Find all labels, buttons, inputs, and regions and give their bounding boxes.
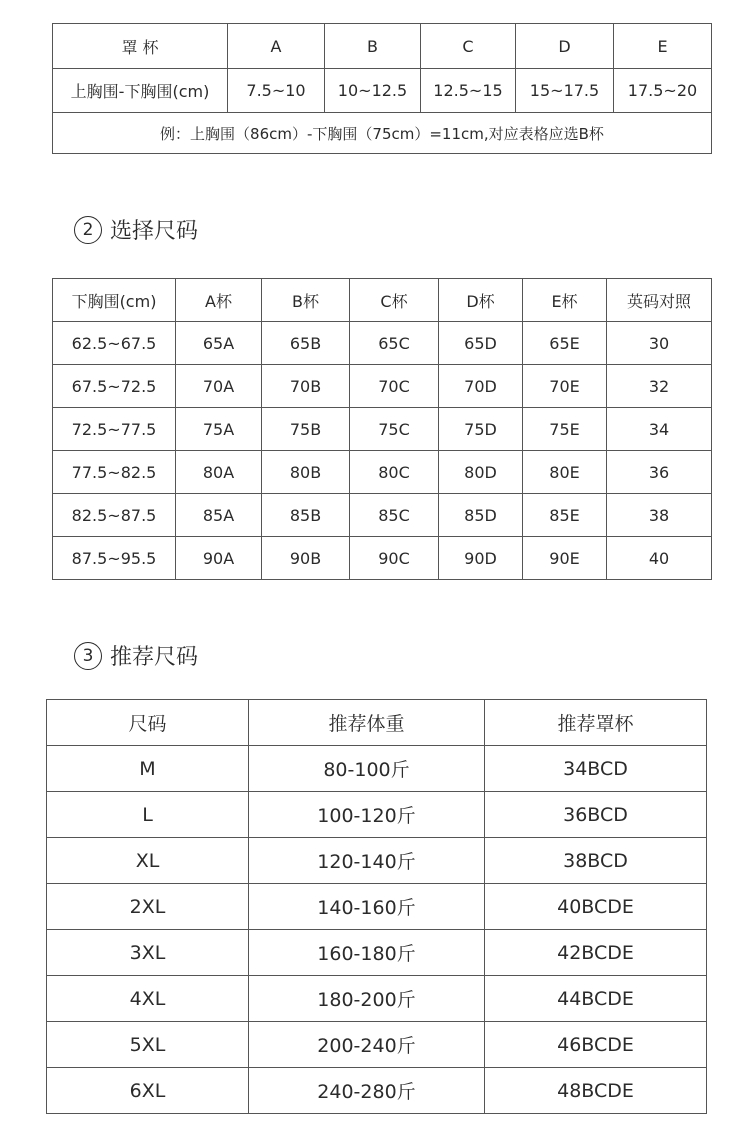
size-chart-table: [52, 278, 712, 580]
cup-table-value-row: [53, 69, 712, 113]
size-table-cell: 75C: [350, 408, 439, 451]
rec-table-cell: XL: [47, 838, 249, 884]
circled-number-3: 3: [74, 642, 102, 670]
size-table-cell: 90E: [523, 537, 607, 580]
size-table-header-cell: B杯: [262, 279, 350, 322]
cup-header-cell: E: [614, 24, 712, 69]
size-table-cell: 77.5~82.5: [53, 451, 176, 494]
rec-table-cell: 2XL: [47, 884, 249, 930]
rec-table-cell: 5XL: [47, 1022, 249, 1068]
size-table-cell: 65E: [523, 322, 607, 365]
cup-size-table: [52, 23, 712, 154]
size-table-cell: 70A: [176, 365, 262, 408]
size-table-row: [53, 408, 712, 451]
cup-value-cell: 7.5~10: [228, 69, 325, 113]
size-table-cell: 70C: [350, 365, 439, 408]
cup-header-cell: D: [516, 24, 614, 69]
size-table-cell: 82.5~87.5: [53, 494, 176, 537]
size-table-cell: 90D: [439, 537, 523, 580]
rec-table-row: [47, 1022, 707, 1068]
size-table-header-cell: C杯: [350, 279, 439, 322]
size-table-header-row: [53, 279, 712, 322]
cup-table-example-row: [53, 113, 712, 154]
size-table-cell: 65C: [350, 322, 439, 365]
size-table-cell: 40: [607, 537, 712, 580]
size-table-cell: 80B: [262, 451, 350, 494]
rec-table-cell: 38BCD: [485, 838, 707, 884]
rec-table-row: [47, 1068, 707, 1114]
size-table-row: [53, 537, 712, 580]
size-table-cell: 70B: [262, 365, 350, 408]
size-table-cell: 85A: [176, 494, 262, 537]
circled-number-2: 2: [74, 216, 102, 244]
rec-table-cell: 200-240斤: [249, 1022, 485, 1068]
section-3-heading: [74, 640, 198, 671]
rec-table-cell: 3XL: [47, 930, 249, 976]
rec-table-cell: 4XL: [47, 976, 249, 1022]
size-table-cell: 65B: [262, 322, 350, 365]
size-table-header-cell: A杯: [176, 279, 262, 322]
size-table-cell: 85B: [262, 494, 350, 537]
rec-table-row: [47, 930, 707, 976]
size-table-cell: 75E: [523, 408, 607, 451]
size-table-cell: 65A: [176, 322, 262, 365]
rec-table-row: [47, 838, 707, 884]
size-table-cell: 32: [607, 365, 712, 408]
size-table-cell: 80D: [439, 451, 523, 494]
rec-table-cell: 6XL: [47, 1068, 249, 1114]
size-table-row: [53, 322, 712, 365]
size-table-cell: 75B: [262, 408, 350, 451]
rec-table-row: [47, 976, 707, 1022]
rec-table-cell: 80-100斤: [249, 746, 485, 792]
rec-table-cell: L: [47, 792, 249, 838]
size-table-cell: 38: [607, 494, 712, 537]
section-2-title: 选择尺码: [110, 219, 199, 244]
size-table-cell: 36: [607, 451, 712, 494]
size-table-cell: 90B: [262, 537, 350, 580]
size-table-header-cell: 英码对照: [607, 279, 712, 322]
size-table-cell: 87.5~95.5: [53, 537, 176, 580]
size-table-cell: 62.5~67.5: [53, 322, 176, 365]
rec-table-cell: 36BCD: [485, 792, 707, 838]
rec-table-cell: M: [47, 746, 249, 792]
rec-table-header-cell: 推荐罩杯: [485, 700, 707, 746]
size-table-cell: 85C: [350, 494, 439, 537]
cup-value-cell: 17.5~20: [614, 69, 712, 113]
cup-value-cell: 15~17.5: [516, 69, 614, 113]
size-table-cell: 80E: [523, 451, 607, 494]
rec-table-row: [47, 746, 707, 792]
rec-table-cell: 40BCDE: [485, 884, 707, 930]
rec-table-row: [47, 884, 707, 930]
cup-header-cell: A: [228, 24, 325, 69]
cup-value-cell: 10~12.5: [325, 69, 421, 113]
rec-table-header-cell: 推荐体重: [249, 700, 485, 746]
size-table-cell: 90C: [350, 537, 439, 580]
size-table-row: [53, 365, 712, 408]
size-table-cell: 67.5~72.5: [53, 365, 176, 408]
size-table-header-cell: 下胸围(cm): [53, 279, 176, 322]
recommended-size-table: [46, 699, 707, 1114]
rec-table-cell: 46BCDE: [485, 1022, 707, 1068]
rec-table-cell: 180-200斤: [249, 976, 485, 1022]
size-table-cell: 30: [607, 322, 712, 365]
size-table-cell: 75D: [439, 408, 523, 451]
size-table-cell: 34: [607, 408, 712, 451]
rec-table-header-row: [47, 700, 707, 746]
cup-table-header-row: [53, 24, 712, 69]
size-table-cell: 90A: [176, 537, 262, 580]
size-table-cell: 85D: [439, 494, 523, 537]
rec-table-cell: 44BCDE: [485, 976, 707, 1022]
rec-table-cell: 34BCD: [485, 746, 707, 792]
size-table-cell: 75A: [176, 408, 262, 451]
size-table-row: [53, 451, 712, 494]
size-table-row: [53, 494, 712, 537]
rec-table-cell: 42BCDE: [485, 930, 707, 976]
rec-table-row: [47, 792, 707, 838]
cup-header-cell: B: [325, 24, 421, 69]
size-table-cell: 80C: [350, 451, 439, 494]
size-table-cell: 70D: [439, 365, 523, 408]
size-table-header-cell: D杯: [439, 279, 523, 322]
size-table-cell: 85E: [523, 494, 607, 537]
cup-example-text: 例：上胸围（86cm）-下胸围（75cm）=11cm,对应表格应选B杯: [53, 113, 712, 154]
size-table-cell: 70E: [523, 365, 607, 408]
size-table-cell: 72.5~77.5: [53, 408, 176, 451]
cup-value-cell: 12.5~15: [421, 69, 516, 113]
size-table-cell: 65D: [439, 322, 523, 365]
rec-table-cell: 140-160斤: [249, 884, 485, 930]
section-3-title: 推荐尺码: [110, 645, 199, 670]
cup-value-cell: 上胸围-下胸围(cm): [53, 69, 228, 113]
section-2-heading: [74, 214, 198, 245]
rec-table-cell: 240-280斤: [249, 1068, 485, 1114]
size-table-header-cell: E杯: [523, 279, 607, 322]
cup-header-cell: 罩 杯: [53, 24, 228, 69]
rec-table-cell: 48BCDE: [485, 1068, 707, 1114]
rec-table-cell: 120-140斤: [249, 838, 485, 884]
cup-header-cell: C: [421, 24, 516, 69]
rec-table-cell: 160-180斤: [249, 930, 485, 976]
size-table-cell: 80A: [176, 451, 262, 494]
rec-table-cell: 100-120斤: [249, 792, 485, 838]
rec-table-header-cell: 尺码: [47, 700, 249, 746]
